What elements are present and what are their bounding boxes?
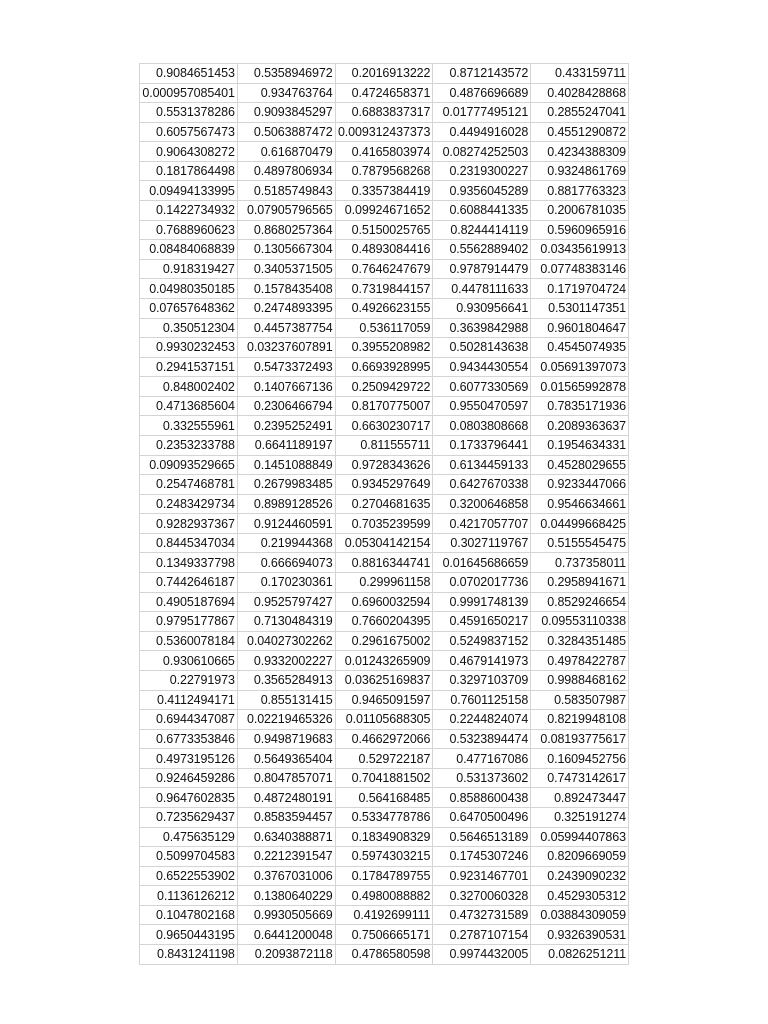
table-cell[interactable]: 0.5155545475 xyxy=(531,533,629,553)
table-cell[interactable]: 0.3200646858 xyxy=(433,494,531,514)
table-cell[interactable]: 0.9546634661 xyxy=(531,494,629,514)
table-cell[interactable]: 0.529722187 xyxy=(335,749,433,769)
table-cell[interactable]: 0.5323894474 xyxy=(433,729,531,749)
table-cell[interactable]: 0.01243265909 xyxy=(335,651,433,671)
table-cell[interactable]: 0.3639842988 xyxy=(433,318,531,338)
table-cell[interactable]: 0.1733796441 xyxy=(433,435,531,455)
table-cell[interactable]: 0.2212391547 xyxy=(237,847,335,867)
table-cell[interactable]: 0.4876696689 xyxy=(433,83,531,103)
table-row xyxy=(140,690,629,710)
table-cell[interactable]: 0.1380640229 xyxy=(237,886,335,906)
table-cell[interactable]: 0.918319427 xyxy=(140,259,238,279)
table-cell[interactable]: 0.7660204395 xyxy=(335,612,433,632)
table-cell[interactable]: 0.0826251211 xyxy=(531,945,629,965)
table-cell[interactable]: 0.4192699111 xyxy=(335,905,433,925)
table-cell[interactable]: 0.07905796565 xyxy=(237,201,335,221)
table-cell[interactable]: 0.07748383146 xyxy=(531,259,629,279)
table-row xyxy=(140,749,629,769)
table-cell[interactable]: 0.9332002227 xyxy=(237,651,335,671)
table-cell[interactable]: 0.03884309059 xyxy=(531,905,629,925)
table-cell[interactable]: 0.5185749843 xyxy=(237,181,335,201)
table-cell[interactable]: 0.4978422787 xyxy=(531,651,629,671)
table-cell[interactable]: 0.433159711 xyxy=(531,64,629,84)
table-cell[interactable]: 0.4528029655 xyxy=(531,455,629,475)
table-cell[interactable]: 0.2547468781 xyxy=(140,475,238,495)
table-cell[interactable]: 0.4786580598 xyxy=(335,945,433,965)
table-cell[interactable]: 0.9282937367 xyxy=(140,514,238,534)
table-cell[interactable]: 0.325191274 xyxy=(531,807,629,827)
table-cell[interactable]: 0.02219465326 xyxy=(237,710,335,730)
table-cell[interactable]: 0.6883837317 xyxy=(335,103,433,123)
table-cell[interactable]: 0.7601125158 xyxy=(433,690,531,710)
table-cell[interactable]: 0.7442646187 xyxy=(140,573,238,593)
table-cell[interactable]: 0.4545074935 xyxy=(531,338,629,358)
table-cell[interactable]: 0.9345297649 xyxy=(335,475,433,495)
spreadsheet-body xyxy=(140,64,629,965)
table-cell[interactable]: 0.8431241198 xyxy=(140,945,238,965)
table-cell[interactable]: 0.848002402 xyxy=(140,377,238,397)
table-cell[interactable]: 0.8170775007 xyxy=(335,396,433,416)
table-cell[interactable]: 0.9974432005 xyxy=(433,945,531,965)
table-row xyxy=(140,553,629,573)
table-cell[interactable]: 0.8047857071 xyxy=(237,768,335,788)
table-cell[interactable]: 0.5249837152 xyxy=(433,631,531,651)
table-cell[interactable]: 0.6693928995 xyxy=(335,357,433,377)
table-cell[interactable]: 0.8817763323 xyxy=(531,181,629,201)
table-cell[interactable]: 0.170230361 xyxy=(237,573,335,593)
table-row xyxy=(140,318,629,338)
table-row xyxy=(140,357,629,377)
table-cell[interactable]: 0.9465091597 xyxy=(335,690,433,710)
table-cell[interactable]: 0.477167086 xyxy=(433,749,531,769)
table-cell[interactable]: 0.009312437373 xyxy=(335,122,433,142)
table-cell[interactable]: 0.9356045289 xyxy=(433,181,531,201)
table-row xyxy=(140,201,629,221)
table-cell[interactable]: 0.8989128526 xyxy=(237,494,335,514)
table-cell[interactable]: 0.4713685604 xyxy=(140,396,238,416)
table-cell[interactable]: 0.5358946972 xyxy=(237,64,335,84)
table-cell[interactable]: 0.9787914479 xyxy=(433,259,531,279)
table-cell[interactable]: 0.5360078184 xyxy=(140,631,238,651)
table-row xyxy=(140,612,629,632)
table-cell[interactable]: 0.1817864498 xyxy=(140,161,238,181)
table-cell[interactable]: 0.9601804647 xyxy=(531,318,629,338)
table-cell[interactable]: 0.9525797427 xyxy=(237,592,335,612)
table-cell[interactable]: 0.09553110338 xyxy=(531,612,629,632)
table-cell[interactable]: 0.05691397073 xyxy=(531,357,629,377)
table-row xyxy=(140,807,629,827)
table-cell[interactable]: 0.4028428868 xyxy=(531,83,629,103)
table-cell[interactable]: 0.01105688305 xyxy=(335,710,433,730)
table-cell[interactable]: 0.09093529665 xyxy=(140,455,238,475)
table-cell[interactable]: 0.9498719683 xyxy=(237,729,335,749)
table-cell[interactable]: 0.6944347087 xyxy=(140,710,238,730)
table-cell[interactable]: 0.7473142617 xyxy=(531,768,629,788)
table-cell[interactable]: 0.583507987 xyxy=(531,690,629,710)
table-row xyxy=(140,122,629,142)
table-row xyxy=(140,298,629,318)
table-row xyxy=(140,651,629,671)
table-cell[interactable]: 0.1047802168 xyxy=(140,905,238,925)
table-cell[interactable]: 0.1578435408 xyxy=(237,279,335,299)
table-cell[interactable]: 0.03625169837 xyxy=(335,670,433,690)
table-cell[interactable]: 0.9930232453 xyxy=(140,338,238,358)
table-cell[interactable]: 0.4165803974 xyxy=(335,142,433,162)
table-cell[interactable]: 0.855131415 xyxy=(237,690,335,710)
table-row xyxy=(140,514,629,534)
table-cell[interactable]: 0.2319300227 xyxy=(433,161,531,181)
table-cell[interactable]: 0.350512304 xyxy=(140,318,238,338)
table-cell[interactable]: 0.4234388309 xyxy=(531,142,629,162)
table-cell[interactable]: 0.2509429722 xyxy=(335,377,433,397)
table-row xyxy=(140,416,629,436)
table-cell[interactable]: 0.1451088849 xyxy=(237,455,335,475)
table-cell[interactable]: 0.1784789755 xyxy=(335,866,433,886)
table-cell[interactable]: 0.4679141973 xyxy=(433,651,531,671)
table-cell[interactable]: 0.2093872118 xyxy=(237,945,335,965)
table-cell[interactable]: 0.4529305312 xyxy=(531,886,629,906)
table-row xyxy=(140,827,629,847)
table-cell[interactable]: 0.4732731589 xyxy=(433,905,531,925)
table-row xyxy=(140,103,629,123)
table-cell[interactable]: 0.4478111633 xyxy=(433,279,531,299)
table-cell[interactable]: 0.6470500496 xyxy=(433,807,531,827)
table-cell[interactable]: 0.09494133995 xyxy=(140,181,238,201)
table-cell[interactable]: 0.8680257364 xyxy=(237,220,335,240)
table-cell[interactable]: 0.9795177867 xyxy=(140,612,238,632)
table-cell[interactable]: 0.2958941671 xyxy=(531,573,629,593)
table-cell[interactable]: 0.08193775617 xyxy=(531,729,629,749)
table-cell[interactable]: 0.09924671652 xyxy=(335,201,433,221)
table-row xyxy=(140,573,629,593)
table-row xyxy=(140,377,629,397)
table-row xyxy=(140,259,629,279)
table-cell[interactable]: 0.6088441335 xyxy=(433,201,531,221)
table-cell[interactable]: 0.9988468162 xyxy=(531,670,629,690)
table-cell[interactable]: 0.5531378286 xyxy=(140,103,238,123)
table-cell[interactable]: 0.9650443195 xyxy=(140,925,238,945)
table-cell[interactable]: 0.1609452756 xyxy=(531,749,629,769)
table-cell[interactable]: 0.6077330569 xyxy=(433,377,531,397)
table-cell[interactable]: 0.4217057707 xyxy=(433,514,531,534)
table-cell[interactable]: 0.666694073 xyxy=(237,553,335,573)
table-cell[interactable]: 0.892473447 xyxy=(531,788,629,808)
table-cell[interactable]: 0.3284351485 xyxy=(531,631,629,651)
table-row xyxy=(140,455,629,475)
table-cell[interactable]: 0.4872480191 xyxy=(237,788,335,808)
table-cell[interactable]: 0.2704681635 xyxy=(335,494,433,514)
table-cell[interactable]: 0.6641189197 xyxy=(237,435,335,455)
table-cell[interactable]: 0.4112494171 xyxy=(140,690,238,710)
table-cell[interactable]: 0.6773353846 xyxy=(140,729,238,749)
table-cell[interactable]: 0.475635129 xyxy=(140,827,238,847)
table-cell[interactable]: 0.4973195126 xyxy=(140,749,238,769)
table-cell[interactable]: 0.04027302262 xyxy=(237,631,335,651)
table-row xyxy=(140,533,629,553)
table-cell[interactable]: 0.5974303215 xyxy=(335,847,433,867)
table-cell[interactable]: 0.5562889402 xyxy=(433,240,531,260)
table-cell[interactable]: 0.9991748139 xyxy=(433,592,531,612)
table-cell[interactable]: 0.4457387754 xyxy=(237,318,335,338)
table-cell[interactable]: 0.04980350185 xyxy=(140,279,238,299)
table-cell[interactable]: 0.6960032594 xyxy=(335,592,433,612)
table-cell[interactable]: 0.6057567473 xyxy=(140,122,238,142)
table-cell[interactable]: 0.4905187694 xyxy=(140,592,238,612)
table-cell[interactable]: 0.8209669059 xyxy=(531,847,629,867)
table-cell[interactable]: 0.4926623155 xyxy=(335,298,433,318)
table-cell[interactable]: 0.8588600438 xyxy=(433,788,531,808)
table-cell[interactable]: 0.536117059 xyxy=(335,318,433,338)
table-cell[interactable]: 0.9728343626 xyxy=(335,455,433,475)
spreadsheet-table xyxy=(139,63,629,965)
table-row xyxy=(140,494,629,514)
table-cell[interactable]: 0.7041881502 xyxy=(335,768,433,788)
table-cell[interactable]: 0.1407667136 xyxy=(237,377,335,397)
table-cell[interactable]: 0.7646247679 xyxy=(335,259,433,279)
table-row xyxy=(140,181,629,201)
table-cell[interactable]: 0.6134459133 xyxy=(433,455,531,475)
table-cell[interactable]: 0.3405371505 xyxy=(237,259,335,279)
table-cell[interactable]: 0.4662972066 xyxy=(335,729,433,749)
table-cell[interactable]: 0.4980088882 xyxy=(335,886,433,906)
table-cell[interactable]: 0.1745307246 xyxy=(433,847,531,867)
table-cell[interactable]: 0.531373602 xyxy=(433,768,531,788)
table-cell[interactable]: 0.1305667304 xyxy=(237,240,335,260)
table-cell[interactable]: 0.5099704583 xyxy=(140,847,238,867)
table-row xyxy=(140,788,629,808)
table-row xyxy=(140,475,629,495)
table-cell[interactable]: 0.737358011 xyxy=(531,553,629,573)
table-cell[interactable]: 0.3027119767 xyxy=(433,533,531,553)
table-cell[interactable]: 0.811555711 xyxy=(335,435,433,455)
table-cell[interactable]: 0.7035239599 xyxy=(335,514,433,534)
table-cell[interactable]: 0.930956641 xyxy=(433,298,531,318)
table-cell[interactable]: 0.2089363637 xyxy=(531,416,629,436)
table-cell[interactable]: 0.5063887472 xyxy=(237,122,335,142)
table-cell[interactable]: 0.01565992878 xyxy=(531,377,629,397)
table-cell[interactable]: 0.1954634331 xyxy=(531,435,629,455)
table-row xyxy=(140,670,629,690)
table-cell[interactable]: 0.9231467701 xyxy=(433,866,531,886)
table-cell[interactable]: 0.0803808668 xyxy=(433,416,531,436)
table-cell[interactable]: 0.6522553902 xyxy=(140,866,238,886)
table-cell[interactable]: 0.4893084416 xyxy=(335,240,433,260)
table-cell[interactable]: 0.5334778786 xyxy=(335,807,433,827)
table-cell[interactable]: 0.1834908329 xyxy=(335,827,433,847)
table-cell[interactable]: 0.616870479 xyxy=(237,142,335,162)
table-cell[interactable]: 0.7130484319 xyxy=(237,612,335,632)
table-cell[interactable]: 0.7835171936 xyxy=(531,396,629,416)
table-cell[interactable]: 0.1136126212 xyxy=(140,886,238,906)
table-cell[interactable]: 0.5646513189 xyxy=(433,827,531,847)
table-cell[interactable]: 0.2483429734 xyxy=(140,494,238,514)
table-row xyxy=(140,435,629,455)
table-cell[interactable]: 0.2244824074 xyxy=(433,710,531,730)
table-cell[interactable]: 0.03237607891 xyxy=(237,338,335,358)
table-cell[interactable]: 0.2474893395 xyxy=(237,298,335,318)
table-cell[interactable]: 0.8816344741 xyxy=(335,553,433,573)
table-cell[interactable]: 0.2306466794 xyxy=(237,396,335,416)
table-row xyxy=(140,925,629,945)
table-cell[interactable]: 0.7506665171 xyxy=(335,925,433,945)
table-cell[interactable]: 0.2679983485 xyxy=(237,475,335,495)
table-row xyxy=(140,83,629,103)
table-cell[interactable]: 0.3565284913 xyxy=(237,670,335,690)
table-cell[interactable]: 0.9093845297 xyxy=(237,103,335,123)
table-cell[interactable]: 0.7235629437 xyxy=(140,807,238,827)
table-cell[interactable]: 0.3357384419 xyxy=(335,181,433,201)
table-cell[interactable]: 0.22791973 xyxy=(140,670,238,690)
table-cell[interactable]: 0.934763764 xyxy=(237,83,335,103)
table-cell[interactable]: 0.9233447066 xyxy=(531,475,629,495)
table-cell[interactable]: 0.3955208982 xyxy=(335,338,433,358)
table-cell[interactable]: 0.08484068839 xyxy=(140,240,238,260)
table-cell[interactable]: 0.2855247041 xyxy=(531,103,629,123)
table-cell[interactable]: 0.5473372493 xyxy=(237,357,335,377)
table-cell[interactable]: 0.0702017736 xyxy=(433,573,531,593)
table-cell[interactable]: 0.01645686659 xyxy=(433,553,531,573)
table-cell[interactable]: 0.219944368 xyxy=(237,533,335,553)
table-row xyxy=(140,592,629,612)
table-row xyxy=(140,847,629,867)
table-row xyxy=(140,729,629,749)
table-row xyxy=(140,945,629,965)
table-cell[interactable]: 0.04499668425 xyxy=(531,514,629,534)
table-row xyxy=(140,338,629,358)
table-row xyxy=(140,396,629,416)
table-cell[interactable]: 0.2941537151 xyxy=(140,357,238,377)
table-cell[interactable]: 0.9324861769 xyxy=(531,161,629,181)
table-cell[interactable]: 0.9647602835 xyxy=(140,788,238,808)
table-cell[interactable]: 0.332555961 xyxy=(140,416,238,436)
table-cell[interactable]: 0.05304142154 xyxy=(335,533,433,553)
table-cell[interactable]: 0.6630230717 xyxy=(335,416,433,436)
table-cell[interactable]: 0.6340388871 xyxy=(237,827,335,847)
table-row xyxy=(140,142,629,162)
table-cell[interactable]: 0.4897806934 xyxy=(237,161,335,181)
table-cell[interactable]: 0.03435619913 xyxy=(531,240,629,260)
table-row xyxy=(140,64,629,84)
table-cell[interactable]: 0.6427670338 xyxy=(433,475,531,495)
table-cell[interactable]: 0.08274252503 xyxy=(433,142,531,162)
table-cell[interactable]: 0.2006781035 xyxy=(531,201,629,221)
table-cell[interactable]: 0.8445347034 xyxy=(140,533,238,553)
table-cell[interactable]: 0.9550470597 xyxy=(433,396,531,416)
table-cell[interactable]: 0.3270060328 xyxy=(433,886,531,906)
table-cell[interactable]: 0.5960965916 xyxy=(531,220,629,240)
table-cell[interactable]: 0.1422734932 xyxy=(140,201,238,221)
table-row xyxy=(140,710,629,730)
table-cell[interactable]: 0.9084651453 xyxy=(140,64,238,84)
table-cell[interactable]: 0.5150025765 xyxy=(335,220,433,240)
table-row xyxy=(140,279,629,299)
table-row xyxy=(140,631,629,651)
table-cell[interactable]: 0.2353233788 xyxy=(140,435,238,455)
table-cell[interactable]: 0.7879568268 xyxy=(335,161,433,181)
table-cell[interactable]: 0.2439090232 xyxy=(531,866,629,886)
table-cell[interactable]: 0.7688960623 xyxy=(140,220,238,240)
table-cell[interactable]: 0.3297103709 xyxy=(433,670,531,690)
table-cell[interactable]: 0.2016913222 xyxy=(335,64,433,84)
table-cell[interactable]: 0.9434430554 xyxy=(433,357,531,377)
table-row xyxy=(140,866,629,886)
table-cell[interactable]: 0.4494916028 xyxy=(433,122,531,142)
table-cell[interactable]: 0.4724658371 xyxy=(335,83,433,103)
table-cell[interactable]: 0.4551290872 xyxy=(531,122,629,142)
table-cell[interactable]: 0.2787107154 xyxy=(433,925,531,945)
table-cell[interactable]: 0.4591650217 xyxy=(433,612,531,632)
table-cell[interactable]: 0.000957085401 xyxy=(140,83,238,103)
table-row xyxy=(140,886,629,906)
table-cell[interactable]: 0.9326390531 xyxy=(531,925,629,945)
table-cell[interactable]: 0.3767031006 xyxy=(237,866,335,886)
table-row xyxy=(140,240,629,260)
table-row xyxy=(140,768,629,788)
table-row xyxy=(140,220,629,240)
table-cell[interactable]: 0.8244414119 xyxy=(433,220,531,240)
table-cell[interactable]: 0.5649365404 xyxy=(237,749,335,769)
table-cell[interactable]: 0.930610665 xyxy=(140,651,238,671)
table-cell[interactable]: 0.6441200048 xyxy=(237,925,335,945)
table-cell[interactable]: 0.7319844157 xyxy=(335,279,433,299)
table-cell[interactable]: 0.9124460591 xyxy=(237,514,335,534)
table-cell[interactable]: 0.1719704724 xyxy=(531,279,629,299)
table-cell[interactable]: 0.299961158 xyxy=(335,573,433,593)
table-cell[interactable]: 0.5028143638 xyxy=(433,338,531,358)
table-cell[interactable]: 0.1349337798 xyxy=(140,553,238,573)
table-cell[interactable]: 0.8712143572 xyxy=(433,64,531,84)
table-cell[interactable]: 0.07657648362 xyxy=(140,298,238,318)
table-cell[interactable]: 0.5301147351 xyxy=(531,298,629,318)
table-cell[interactable]: 0.8583594457 xyxy=(237,807,335,827)
table-row xyxy=(140,905,629,925)
table-cell[interactable]: 0.2961675002 xyxy=(335,631,433,651)
table-cell[interactable]: 0.564168485 xyxy=(335,788,433,808)
table-cell[interactable]: 0.8529246654 xyxy=(531,592,629,612)
table-cell[interactable]: 0.8219948108 xyxy=(531,710,629,730)
table-cell[interactable]: 0.2395252491 xyxy=(237,416,335,436)
table-cell[interactable]: 0.9064308272 xyxy=(140,142,238,162)
table-cell[interactable]: 0.9246459286 xyxy=(140,768,238,788)
table-cell[interactable]: 0.05994407863 xyxy=(531,827,629,847)
table-cell[interactable]: 0.9930505669 xyxy=(237,905,335,925)
table-row xyxy=(140,161,629,181)
table-cell[interactable]: 0.01777495121 xyxy=(433,103,531,123)
